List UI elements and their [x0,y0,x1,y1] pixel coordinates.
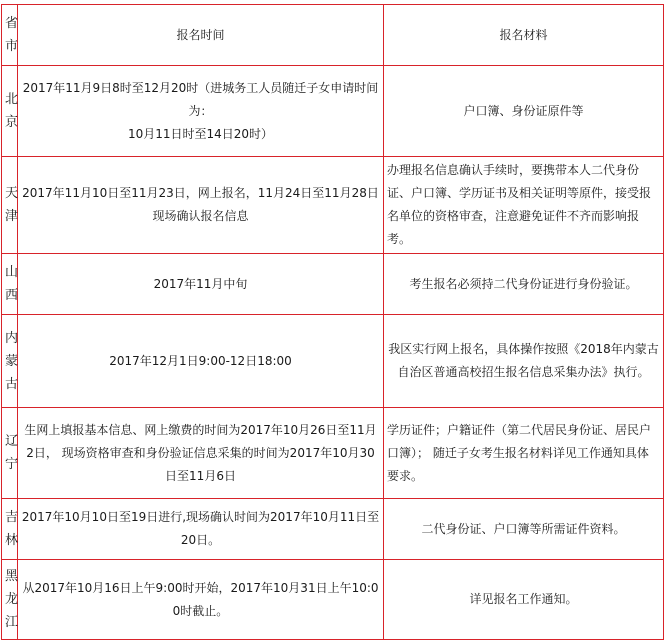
table-header-row [2,5,664,66]
header-time: 报名时间 [18,5,384,66]
time-line: 2017年12月1日9:00-12日18:00 [109,353,292,368]
time-line: 2017年10月10日至19日进行,现场确认时间为2017年10月11日至20日。 [21,510,380,547]
province-cell: 辽宁 [2,408,18,499]
time-cell [18,560,384,640]
province-cell: 吉林 [2,499,18,560]
table-row [2,254,664,315]
material-text: 办理报名信息确认手续时，要携带本人二代身份证、户口簿、学历证书及相关证明等原件，接受报名单位的资格审查，注意避免证件不齐而影响报考。 [387,163,652,246]
table-row [2,157,664,254]
province-cell: 内蒙古 [2,315,18,408]
material-cell [384,157,664,254]
material-text: 详见报名工作通知。 [469,592,578,606]
time-line: 2017年11月9日8时至12月20时（进城务工人员随迁子女申请时间为： [22,80,379,118]
table-row [2,66,664,157]
material-cell [384,499,664,560]
table-row [2,560,664,640]
material-cell [384,315,664,408]
header-province: 省市 [2,5,18,66]
material-cell [384,254,664,315]
time-cell [18,66,384,157]
province-cell: 黑龙江 [2,560,18,640]
material-cell [384,560,664,640]
time-cell [18,315,384,408]
time-cell [18,499,384,560]
material-text: 户口簿、身份证原件等 [463,103,584,118]
time-line: 10月11日时至14日20时） [127,126,274,141]
time-line: 生网上填报基本信息、网上缴费的时间为2017年10月26日至11月2日， 现场资格审查和身份验证信息采集的时间为2017年10月30日至11月6日 [24,422,377,483]
province-cell: 北京 [2,66,18,157]
time-line: 2017年11月10日至11月23日，网上报名，11月24日至11月28日现场确认报名信息 [22,186,379,223]
header-material: 报名材料 [384,5,664,66]
time-line: 2017年11月中旬 [153,276,248,291]
material-text: 学历证件；户籍证件（第二代居民身份证、居民户口簿）； 随迁子女考生报名材料详见工作通知具体要求。 [387,422,652,483]
time-cell [18,157,384,254]
material-cell [384,66,664,157]
province-cell: 山西 [2,254,18,315]
table-row [2,499,664,560]
time-cell [18,408,384,499]
material-text: 我区实行网上报名，具体操作按照《2018年内蒙古自治区普通高校招生报名信息采集办法》执行。 [388,342,659,379]
province-cell: 天津 [2,157,18,254]
registration-table [1,4,664,640]
table-row [2,315,664,408]
material-cell [384,408,664,499]
table-row [2,408,664,499]
material-text: 二代身份证、户口簿等所需证件资料。 [421,521,626,536]
material-text: 考生报名必须持二代身份证进行身份验证。 [409,276,638,291]
time-cell [18,254,384,315]
time-line: 从2017年10月16日上午9:00时开始，2017年10月31日上午10:00时截止。 [22,580,379,618]
